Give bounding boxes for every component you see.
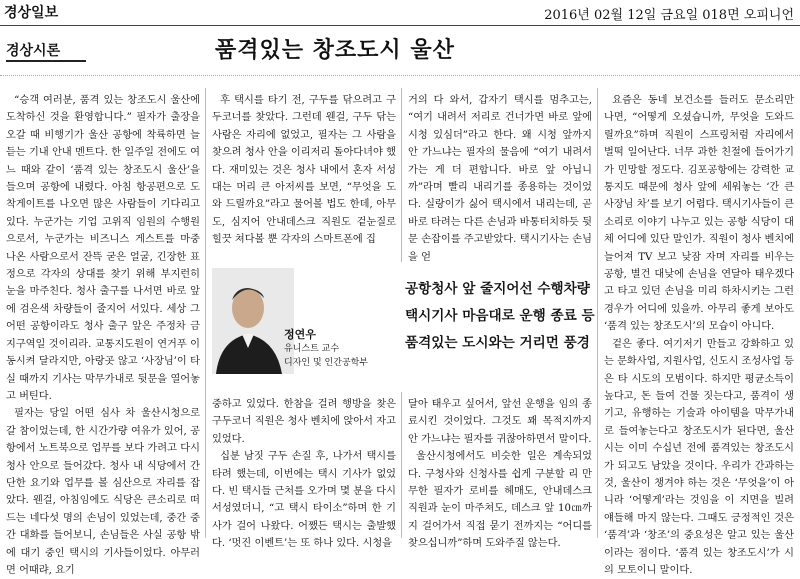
article-column-2-lower bbox=[212, 396, 396, 550]
column-rule bbox=[205, 88, 206, 538]
paragraph: 필자는 당일 어떤 심사 차 울산시청으로 갈 참이었는데, 한 시간가량 여유가 있어, 공항에서 노트북으로 업무를 보다 가려고 다시 청사 안으로 들어갔다. 청사 내 식당에서 간단한 요기와 업무를 볼 심산으로 자리를 잡았다. 웬걸, 아침임에도 식당은 큰소리로 떠드는 네다섯 명의 손님이 있었는데, 중간 중간 대화를 들어보니, 손님들은 사실 공항 밖에 대기 중인 택시의 기사들이었다. 아무러면 어때랴, 요기 bbox=[6, 408, 200, 576]
article-column-1 bbox=[6, 92, 200, 576]
section-label: 경상시론 bbox=[6, 43, 61, 59]
column-rule bbox=[401, 88, 402, 262]
column-rule bbox=[597, 88, 598, 538]
paragraph: “승객 여러분, 품격 있는 창조도시 울산에 도착하신 것을 환영합니다.” 필자가 출장을 오갈 때 비행기가 울산 공항에 착륙하면 늘 듣는 기내 안내 멘트다. 한 일주일 전에도 여느 때와 같이 ‘품격 있는 창조도시 울산’을 들으며 공항에 내렸다. 아침 항공편으로 도착게이트를 나오면 많은 사람들이 기다리고 있다. 누군가는 기업 고위직 임원의 수행원으로서, 누군가는 비즈니스 게스트를 마중 나온 사람으로서 잔뜩 굳은 얼굴, 긴장한 표정으로 각자의 상대를 찾기 위해 부지런히 눈을 마주친다. 청사 출구를 나서면 바로 앞에 검은색 차량들이 줄지어 서있다. 세상 그 어떤 공항이라도 청사 출구 앞은 주정차 금지구역일 것이리라. 교통지도원이 연거푸 이동시켜 달라지만, 아랑곳 않고 ‘사장님’이 타실 때까지 기사는 막무가내로 뒷문을 열어놓고 버틴다. bbox=[6, 95, 200, 402]
author-photo bbox=[212, 268, 294, 374]
dateline: 2016년 02월 12일 금요일 018면 오피니언 bbox=[544, 8, 794, 23]
author-department: 디자인 및 인간공학부 bbox=[284, 358, 368, 368]
pull-quote-line: 택시기사 마음대로 운행 종료 등 bbox=[405, 308, 595, 324]
pull-quote-line: 공항청사 앞 줄지어선 수행차량 bbox=[405, 281, 590, 297]
header-divider bbox=[0, 75, 800, 76]
paragraph: 울산시청에서도 비슷한 일은 계속되었다. 구청사와 신청사를 쉽게 구분할 리 만무한 필자가 로비를 헤매도, 안내데스크 직원과 눈이 마주쳐도, 데스크 앞 10㎝까지 걸어가서 직접 묻기 전까지는 “어디를 찾으십니까”하며 도와주질 않는다. bbox=[408, 451, 592, 550]
paragraph: 중하고 있었다. 한참을 걸려 행방을 찾은 구두코너 직원은 청사 벤치에 앉아서 자고 있었다. bbox=[212, 399, 396, 445]
masthead bbox=[0, 0, 800, 30]
paragraph: 후 택시를 타기 전, 구두를 닦으려고 구두코너를 찾았다. 그런데 웬걸, 구두 닦는 사람은 자리에 없었고, 필자는 그 사람을 찾으려 청사 안을 이리저리 돌아다녀야 했다. 재미있는 것은 청사 내에서 혼자 서성대는 머리 큰 아저씨를 보면, “무엇을 도와 드릴까요”라고 물어볼 법도 한데, 아무도, 심지어 안내데스크 직원도 겉눈질로 힐끗 쳐다볼 뿐 각자의 스마트폰에 집 bbox=[212, 95, 396, 246]
article-column-2 bbox=[212, 92, 396, 266]
paragraph: 겉은 좋다. 여기저기 만들고 강화하고 있는 문화사업, 지원사업, 신도시 조성사업 등은 타 시도의 모범이다. 하지만 평균소득이 높다고, 돈 들여 건물 짓는다고, 품격이 생기고, 유행하는 기술과 아이템을 막무가내로 들여놓는다고 창조도시가 된다면, 울산시는 이미 수십년 전에 품격있는 창조도시가 되고도 남았을 것이다. 우리가 간과하는 것, 울산이 챙겨야 하는 것은 ‘무엇을’이 아니라 ‘어떻게’라는 것임을 이 지면을 빌려 얘들해 마지 않는다. 그때도 긍정적인 것은 ‘품격’과 ‘창조’의 중요성은 알고 있는 울산이라는 점이다. ‘품격 있는 창조도시’가 시의 모토이니 말이다. bbox=[604, 338, 794, 576]
paragraph: 요즘은 동네 보건소를 들러도 문소리만 나면, “어떻게 오셨습니까, 무엇을 도와드릴까요”하며 직원이 스프링처럼 자리에서 벌떡 일어난다. 너무 과한 친절에 들어가기가 민망할 정도다. 김포공항에는 강력한 교통지도 때문에 청사 앞에 세워놓는 ‘간 큰 사장님 차’를 보기 어렵다. 택시기사들이 큰소리로 이야기 나누고 있는 공항 식당이 대체 어디에 있단 말인가. 직원이 청사 벤치에 늘어져 TV 보고 낮잠 자며 자리를 비우는 공항, 별건 대낮에 손님을 연달아 태우겠다고 타고 있던 손님을 미리 하차시키는 그런 경우가 어디에 있을까. 아무리 좋게 보아도 ‘품격 있는 창조도시’의 모습이 아니다. bbox=[604, 95, 794, 333]
paragraph: 십분 남짓 구두 손질 후, 나가서 택시를 타려 했는데, 이번에는 택시 기사가 없었다. 빈 택시들 근처를 오가며 몇 분을 다시 서성였더니, “고 택시 타이소”하며 한 기사가 걸어 나왔다. 어쨌든 택시는 출발했다. ‘멋진 이벤트’는 또 하나 있다. 시청을 bbox=[212, 451, 396, 550]
author-name: 정연우 bbox=[284, 328, 316, 341]
headline: 품격있는 창조도시 울산 bbox=[215, 38, 455, 63]
pull-quote-line: 품격있는 도시와는 거리먼 풍경 bbox=[405, 335, 590, 351]
article-column-3-lower bbox=[408, 396, 592, 550]
pull-quote bbox=[405, 276, 595, 357]
newspaper-name: 경상일보 bbox=[4, 5, 59, 21]
author-caption bbox=[284, 328, 368, 370]
author-title: 유니스트 교수 bbox=[284, 344, 340, 354]
masthead-rule bbox=[0, 25, 800, 26]
column-rule bbox=[401, 392, 402, 538]
paragraph: 거의 다 와서, 갑자기 택시를 멈추고는, “여기 내려서 저리로 건너가면 바로 앞에 시청 있심더”라고 한다. 왜 시청 앞까지 안 가느냐는 필자의 물음에 “여기 내려서 가는 게 더 편합니다. 바로 앞 아닙니까”라며 빨리 내리기를 종용하는 것이었다. 실랑이가 싫어 택시에서 내리는데, 곧바로 타려는 다른 손님과 바통터치하듯 뒷문 손잡이를 주고받았다. 택시기사는 손님을 얻 bbox=[408, 95, 592, 263]
paragraph: 달아 태우고 싶어서, 앞선 운행을 임의 종료시킨 것이었다. 그것도 꽤 목적지까지 안 가느냐는 필자를 귀찮아하면서 말이다. bbox=[408, 399, 592, 445]
article-column-4 bbox=[604, 92, 794, 576]
article-column-3 bbox=[408, 92, 592, 266]
section-rule bbox=[6, 60, 86, 62]
